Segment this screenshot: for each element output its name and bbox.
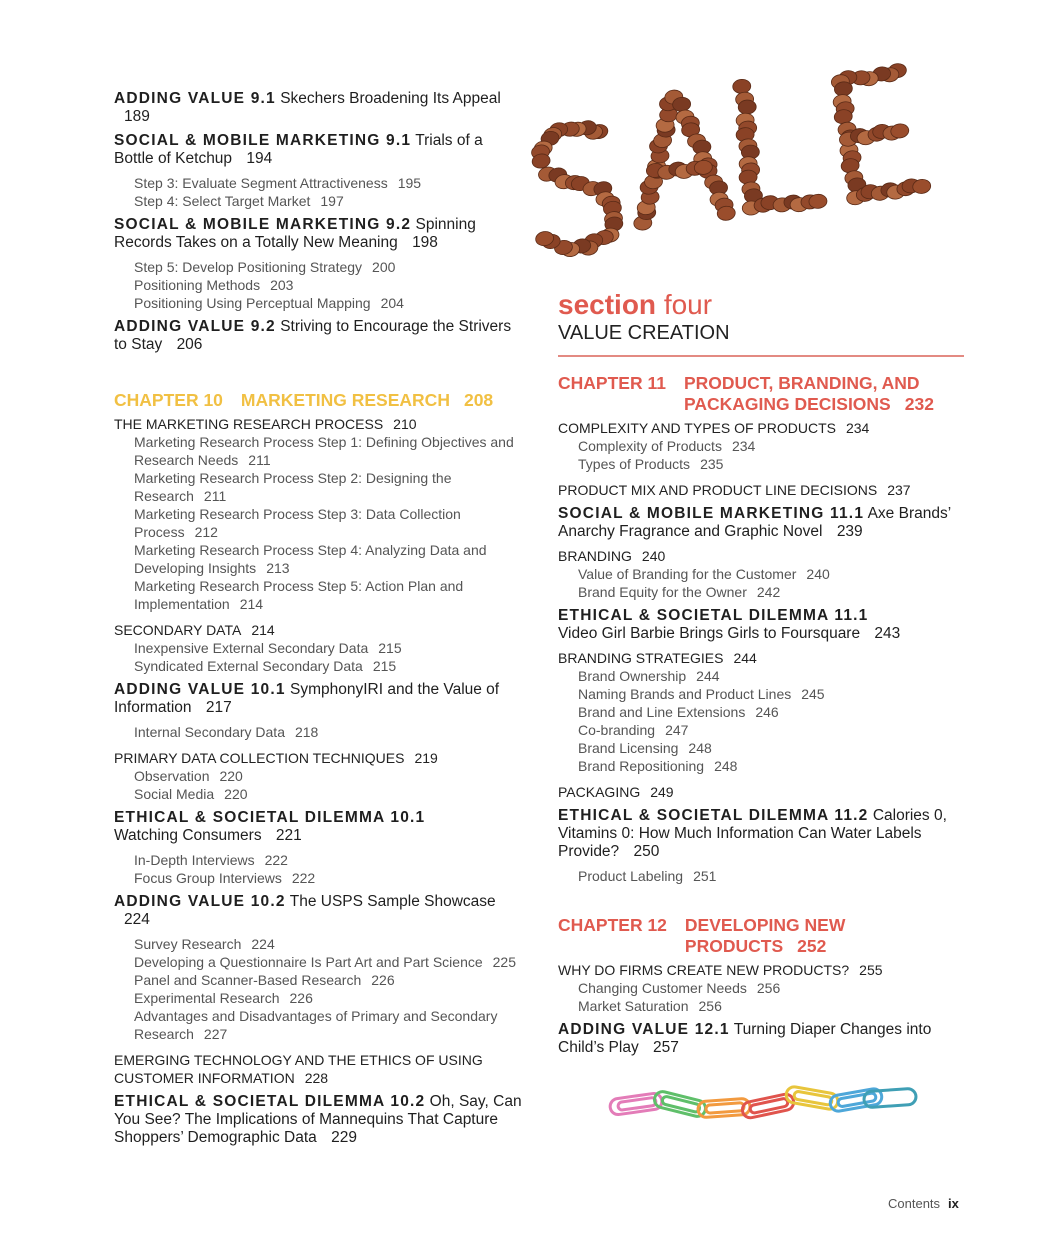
entry-title: WHY DO FIRMS CREATE NEW PRODUCTS? — [558, 962, 850, 978]
chapter-11-heading[interactable] — [558, 373, 968, 415]
subentry-title: Brand Licensing — [578, 740, 679, 756]
toc-subentry[interactable] — [558, 583, 968, 601]
subentry-title: Marketing Research Process Step 1: Defining Objectives and Research Needs — [134, 434, 514, 468]
feature-ethical-dilemma-11-1[interactable] — [558, 607, 968, 643]
page-number: 246 — [755, 704, 779, 720]
subentry-title: Marketing Research Process Step 3: Data Collection Process — [134, 506, 461, 540]
subentry-title: Advantages and Disadvantages of Primary and Secondary Research — [134, 1008, 498, 1042]
toc-subentry[interactable] — [558, 867, 968, 885]
paperclip-chain-image — [606, 1082, 920, 1128]
feature-adding-value-10-2[interactable] — [114, 893, 524, 929]
page-number: 247 — [665, 722, 689, 738]
page-number: 232 — [904, 394, 934, 414]
feature-label: SOCIAL & MOBILE MARKETING 9.2 — [114, 216, 412, 233]
toc-subentry[interactable] — [558, 721, 968, 739]
feature-title: Turning Diaper Changes into Child’s Play — [558, 1021, 932, 1056]
feature-label: ADDING VALUE 9.1 — [114, 90, 276, 107]
page-number: 222 — [264, 852, 288, 868]
page-number: 219 — [414, 750, 438, 766]
feature-social-mobile-9-2[interactable] — [114, 216, 524, 252]
toc-subentry[interactable] — [114, 851, 524, 869]
feature-ethical-dilemma-10-1[interactable] — [114, 809, 524, 845]
page-number: 240 — [641, 548, 666, 564]
section-heading — [558, 290, 968, 357]
subentry-title: Brand Ownership — [578, 668, 687, 684]
entry-title: THE MARKETING RESEARCH PROCESS — [114, 416, 384, 432]
page-number: 212 — [194, 524, 218, 540]
toc-subentry[interactable] — [558, 757, 968, 775]
toc-subentry[interactable] — [114, 989, 524, 1007]
toc-subentry[interactable] — [558, 997, 968, 1015]
page-number: 197 — [320, 193, 344, 209]
feature-ethical-dilemma-10-2[interactable] — [114, 1093, 524, 1147]
feature-title: The USPS Sample Showcase — [289, 893, 496, 910]
toc-subentry[interactable] — [114, 469, 524, 505]
toc-subentry[interactable] — [558, 685, 968, 703]
page-number: 248 — [714, 758, 738, 774]
paperclip-pink-inner — [618, 1097, 657, 1110]
chapter-12-heading[interactable] — [558, 915, 968, 957]
page-number: 239 — [836, 523, 863, 540]
chapter-number: CHAPTER 11 — [558, 373, 666, 393]
page-number: 225 — [492, 954, 516, 970]
toc-subentry[interactable] — [114, 577, 524, 613]
feature-social-mobile-9-1[interactable] — [114, 132, 524, 168]
toc-entry[interactable] — [114, 621, 524, 639]
feature-title: SymphonyIRI and the Value of Information — [114, 681, 500, 716]
toc-subentry[interactable] — [558, 703, 968, 721]
subentry-title: Naming Brands and Product Lines — [578, 686, 792, 702]
entry-title: BRANDING — [558, 548, 632, 564]
page-number: 245 — [801, 686, 825, 702]
toc-entry[interactable] — [558, 419, 968, 437]
page-number: 243 — [874, 625, 901, 642]
page-number: 221 — [275, 827, 302, 844]
section-number — [558, 290, 968, 320]
page-number: 252 — [797, 936, 827, 956]
page-number: 248 — [688, 740, 712, 756]
feature-label: ETHICAL & SOCIETAL DILEMMA 11.2 — [558, 807, 869, 824]
page-number: 226 — [289, 990, 313, 1006]
page-number: 234 — [845, 420, 870, 436]
chapter-title-text: PRODUCT, BRANDING, AND PACKAGING DECISIONS — [683, 373, 920, 414]
feature-title: Trials of a Bottle of Ketchup — [114, 132, 483, 167]
toc-subentry[interactable] — [114, 174, 524, 192]
section-divider — [558, 355, 964, 357]
toc-subentry[interactable] — [558, 979, 968, 997]
feature-label: ETHICAL & SOCIETAL DILEMMA 10.2 — [114, 1093, 426, 1110]
subentry-title: Marketing Research Process Step 5: Action Plan and Implementation — [134, 578, 464, 612]
page-number: 244 — [733, 650, 757, 666]
page-number: 189 — [124, 108, 150, 125]
subentry-title: Developing a Questionnaire Is Part Art and Part Science — [134, 954, 483, 970]
toc-subentry[interactable] — [114, 541, 524, 577]
feature-label: ADDING VALUE 9.2 — [114, 318, 276, 335]
chapter-title-text: MARKETING RESEARCH — [240, 390, 450, 410]
toc-entry[interactable] — [558, 547, 968, 565]
page-number: 194 — [246, 150, 273, 167]
toc-subentry[interactable] — [114, 953, 524, 971]
toc-subentry[interactable] — [558, 739, 968, 757]
feature-adding-value-9-2[interactable] — [114, 318, 524, 354]
feature-title: Spinning Records Takes on a Totally New Meaning — [114, 216, 476, 251]
subentry-title: Syndicated External Secondary Data — [134, 658, 363, 674]
feature-ethical-dilemma-11-2[interactable] — [558, 807, 968, 861]
page-number: 208 — [463, 390, 494, 410]
page-number: 226 — [371, 972, 395, 988]
page-number: 228 — [304, 1070, 329, 1086]
page-number: 214 — [239, 596, 264, 612]
subentry-title: Social Media — [134, 786, 215, 802]
page-number: 211 — [203, 488, 227, 504]
page-number: 255 — [859, 962, 883, 978]
entry-title: PRIMARY DATA COLLECTION TECHNIQUES — [114, 750, 405, 766]
page-footer — [888, 1196, 959, 1211]
subentry-title: Positioning Methods — [134, 277, 261, 293]
page-number: 214 — [251, 622, 275, 638]
toc-entry[interactable] — [114, 1051, 524, 1087]
toc-entry[interactable] — [558, 649, 968, 667]
feature-adding-value-12-1[interactable] — [558, 1021, 968, 1057]
toc-subentry[interactable] — [114, 192, 524, 210]
page-number: 211 — [248, 452, 271, 468]
toc-subentry[interactable] — [114, 767, 524, 785]
page-number: 227 — [203, 1026, 228, 1042]
feature-social-mobile-11-1[interactable] — [558, 505, 968, 541]
subentry-title: Brand Equity for the Owner — [578, 584, 747, 600]
toc-subentry[interactable] — [558, 565, 968, 583]
entry-title: SECONDARY DATA — [114, 622, 242, 638]
subentry-title: Marketing Research Process Step 4: Analyzing Data and Developing Insights — [134, 542, 487, 576]
subentry-title: Step 5: Develop Positioning Strategy — [134, 259, 363, 275]
page-number: 234 — [731, 438, 756, 454]
toc-subentry[interactable] — [114, 505, 524, 541]
page-number: 220 — [219, 768, 243, 784]
feature-title: Axe Brands’ Anarchy Fragrance and Graphic Novel — [558, 505, 951, 540]
section-word-bold: section — [558, 289, 657, 320]
feature-label: SOCIAL & MOBILE MARKETING 9.1 — [114, 132, 412, 149]
section-word-light: four — [663, 289, 713, 320]
subentry-title: Complexity of Products — [578, 438, 722, 454]
sale-letter-a — [620, 85, 736, 231]
sale-letter-l — [732, 74, 827, 216]
toc-entry[interactable] — [114, 749, 524, 767]
subentry-title: Types of Products — [578, 456, 691, 472]
toc-entry[interactable] — [558, 961, 968, 979]
feature-adding-value-9-1[interactable] — [114, 90, 524, 126]
subentry-title: Brand Repositioning — [578, 758, 705, 774]
subentry-title: Market Saturation — [578, 998, 689, 1014]
entry-title: PACKAGING — [558, 784, 641, 800]
page-number: 256 — [756, 980, 781, 996]
page-number: 198 — [412, 234, 438, 251]
chapter-10-heading[interactable] — [114, 390, 524, 411]
page-number: 215 — [378, 640, 402, 656]
subentry-title: Product Labeling — [578, 868, 684, 884]
toc-subentry[interactable] — [558, 437, 968, 455]
feature-label: ETHICAL & SOCIETAL DILEMMA 11.1 — [558, 607, 869, 624]
toc-entry[interactable] — [558, 481, 968, 499]
subentry-title: Inexpensive External Secondary Data — [134, 640, 369, 656]
page-number: 237 — [887, 482, 911, 498]
toc-subentry[interactable] — [114, 294, 524, 312]
page-number: 222 — [291, 870, 316, 886]
feature-label: SOCIAL & MOBILE MARKETING 11.1 — [558, 505, 865, 522]
subentry-title: Positioning Using Perceptual Mapping — [134, 295, 371, 311]
feature-title: Oh, Say, Can You See? The Implications of Mannequins That Capture Shoppers’ Demographic Data — [114, 1093, 522, 1146]
chapter-title — [241, 390, 493, 411]
page-number: 242 — [756, 584, 781, 600]
subentry-title: Brand and Line Extensions — [578, 704, 746, 720]
toc-subentry[interactable] — [114, 971, 524, 989]
page-number: 206 — [176, 336, 203, 353]
page-number: 250 — [633, 843, 660, 860]
toc-subentry[interactable] — [114, 723, 524, 741]
toc-subentry[interactable] — [114, 869, 524, 887]
page-number: 220 — [224, 786, 248, 802]
toc-subentry[interactable] — [558, 455, 968, 473]
page-number: 215 — [372, 658, 397, 674]
entry-title: COMPLEXITY AND TYPES OF PRODUCTS — [558, 420, 836, 436]
page-number: 213 — [266, 560, 290, 576]
feature-adding-value-10-1[interactable] — [114, 681, 524, 717]
page-number: 224 — [124, 911, 150, 928]
subentry-title: Internal Secondary Data — [134, 724, 285, 740]
page-number: 251 — [693, 868, 717, 884]
page-number: 244 — [696, 668, 720, 684]
page-number: 203 — [270, 277, 294, 293]
subentry-title: Panel and Scanner-Based Research — [134, 972, 362, 988]
right-column — [558, 290, 968, 1063]
toc-subentry[interactable] — [114, 258, 524, 276]
page-number: 256 — [698, 998, 722, 1014]
chapter-title-text: DEVELOPING NEW PRODUCTS — [684, 915, 846, 956]
page-number: 235 — [700, 456, 724, 472]
page-number: 240 — [806, 566, 830, 582]
subentry-title: Co-branding — [578, 722, 656, 738]
page-number: 204 — [380, 295, 404, 311]
page-number: 200 — [372, 259, 396, 275]
section-title: VALUE CREATION — [558, 322, 730, 344]
page-number: 257 — [653, 1039, 679, 1056]
subentry-title: In-Depth Interviews — [134, 852, 255, 868]
subentry-title: Changing Customer Needs — [578, 980, 747, 996]
feature-title: Striving to Encourage the Strivers to Stay — [114, 318, 512, 353]
toc-subentry[interactable] — [114, 785, 524, 803]
feature-title: Skechers Broadening Its Appeal — [280, 90, 501, 107]
subentry-title: Marketing Research Process Step 2: Designing the Research — [134, 470, 452, 504]
sale-letter-e — [828, 61, 932, 206]
page-number: 229 — [331, 1129, 357, 1146]
toc-subentry[interactable] — [114, 657, 524, 675]
entry-title: BRANDING STRATEGIES — [558, 650, 724, 666]
feature-title: Video Girl Barbie Brings Girls to Foursquare — [558, 625, 861, 642]
toc-subentry[interactable] — [114, 935, 524, 953]
subentry-title: Survey Research — [134, 936, 242, 952]
page-number: 224 — [251, 936, 275, 952]
left-column — [114, 90, 524, 1153]
subentry-title: Observation — [134, 768, 210, 784]
page-number: 195 — [397, 175, 422, 191]
subentry-title: Step 3: Evaluate Segment Attractiveness — [134, 175, 388, 191]
toc-subentry[interactable] — [558, 667, 968, 685]
toc-subentry[interactable] — [114, 1007, 524, 1043]
toc-entry[interactable] — [558, 783, 968, 801]
subentry-title: Step 4: Select Target Market — [134, 193, 311, 209]
page-number: 249 — [650, 784, 674, 800]
subentry-title: Value of Branding for the Customer — [578, 566, 797, 582]
sale-pennies-image — [518, 56, 974, 260]
chapter-number: CHAPTER 12 — [558, 915, 667, 935]
page-number: 217 — [205, 699, 232, 716]
penny-coin — [732, 79, 751, 94]
chapter-number: CHAPTER 10 — [114, 390, 223, 410]
page-number: 218 — [294, 724, 319, 740]
footer-label: Contents — [888, 1196, 941, 1211]
folio-number: ix — [948, 1196, 959, 1211]
feature-label: ADDING VALUE 10.1 — [114, 681, 286, 698]
feature-label: ADDING VALUE 10.2 — [114, 893, 286, 910]
feature-label: ETHICAL & SOCIETAL DILEMMA 10.1 — [114, 809, 426, 826]
toc-subentry[interactable] — [114, 276, 524, 294]
toc-subentry[interactable] — [114, 639, 524, 657]
subentry-title: Focus Group Interviews — [134, 870, 282, 886]
subentry-title: Experimental Research — [134, 990, 280, 1006]
entry-title: EMERGING TECHNOLOGY AND THE ETHICS OF USING CUSTOMER INFORMATION — [114, 1052, 483, 1086]
chapter-title — [685, 915, 968, 957]
paperclip-orange-inner — [706, 1103, 744, 1114]
feature-label: ADDING VALUE 12.1 — [558, 1021, 730, 1038]
sale-letter-s — [518, 115, 629, 260]
toc-subentry[interactable] — [114, 433, 524, 469]
chapter-title — [684, 373, 968, 415]
entry-title: PRODUCT MIX AND PRODUCT LINE DECISIONS — [558, 482, 878, 498]
feature-title: Calories 0, Vitamins 0: How Much Information Can Water Labels Provide? — [558, 807, 947, 860]
toc-entry[interactable] — [114, 415, 524, 433]
page-number: 210 — [393, 416, 417, 432]
feature-title: Watching Consumers — [114, 827, 262, 844]
